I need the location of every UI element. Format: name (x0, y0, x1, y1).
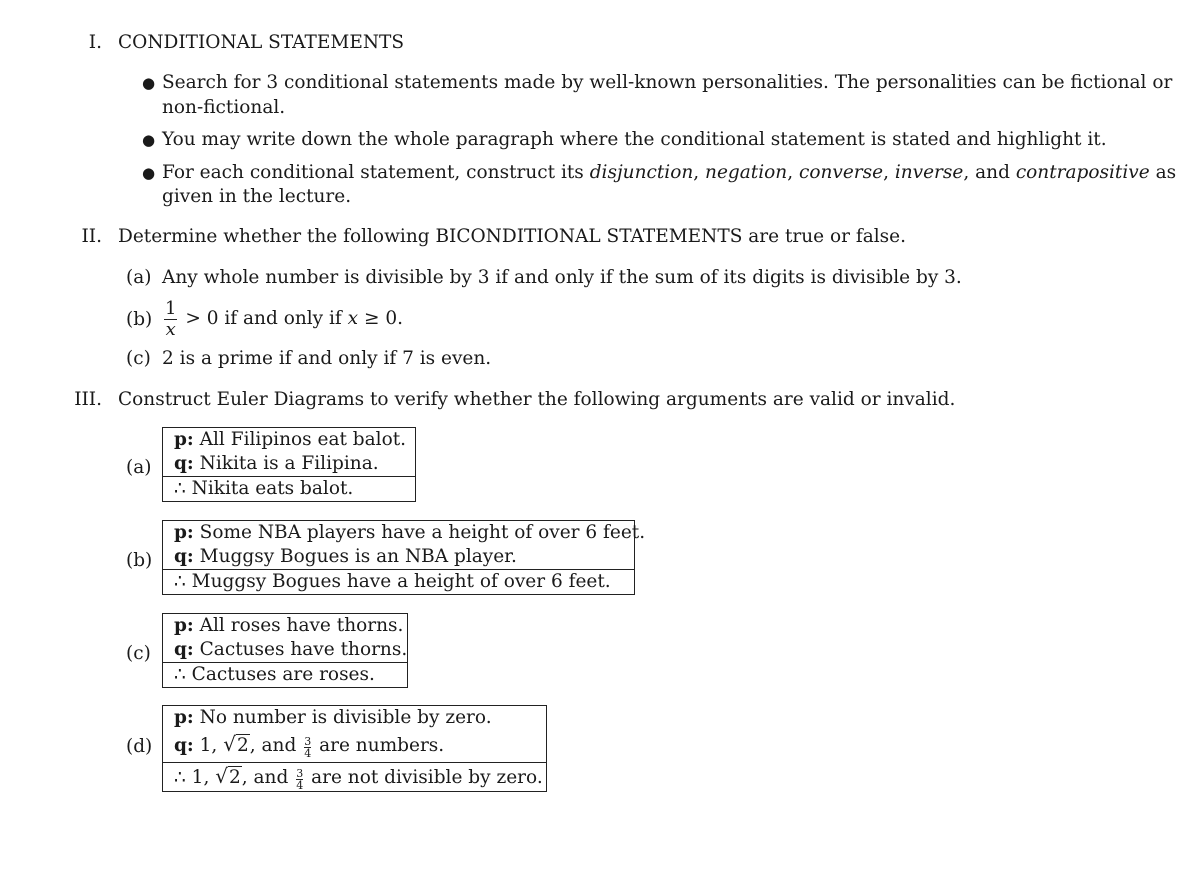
fraction-three-quarters: $\frac{3}{4}$ (304, 735, 312, 760)
item-label: (b) (126, 309, 153, 330)
premises: p: No number is divisible by zero. q: 1, √2, and $\frac{3}{4}$ are numbers. (163, 706, 546, 763)
section-3-numeral: III. (74, 389, 102, 410)
fraction-one-over-x: $\frac{1}{x}$ (165, 297, 177, 340)
section-2-heading: Determine whether the following BICONDITIONAL STATEMENTS are true or false. (118, 226, 906, 247)
section-3-heading: Construct Euler Diagrams to verify whether the following arguments are valid or invalid. (118, 389, 956, 410)
fraction-three-quarters: $\frac{3}{4}$ (296, 767, 304, 792)
therefore-icon: ∴ (174, 571, 186, 592)
argument-box-a (162, 427, 416, 502)
biconditional-a: Any whole number is divisible by 3 if and only if the sum of its digits is divisible by 3. (162, 267, 962, 288)
sqrt-two: √2 (223, 732, 249, 756)
argument-box-b (162, 520, 646, 595)
conclusion: ∴ Cactuses are roses. (174, 664, 375, 685)
argument-label: (d) (126, 736, 153, 757)
biconditional-c: 2 is a prime if and only if 7 is even. (162, 348, 492, 369)
term-inverse: inverse (894, 162, 964, 183)
argument-label: (a) (126, 457, 152, 478)
bullet-1-line-1: Search for 3 conditional statements made by well-known personalities. The personalities can be fictional or (162, 72, 1173, 93)
section-2-numeral: II. (81, 226, 102, 247)
section-1-heading: CONDITIONAL STATEMENTS (118, 32, 405, 53)
conclusion: ∴ Muggsy Bogues have a height of over 6 feet. (174, 571, 611, 592)
term-disjunction: disjunction (589, 162, 694, 183)
argument-label: (b) (126, 550, 153, 571)
argument-box-c (162, 613, 408, 688)
term-converse: converse (798, 162, 884, 183)
bullet-3-line-1: For each conditional statement, construct its disjunction, negation, converse, inverse, and contrapositive as (162, 162, 1177, 183)
premises: p: All Filipinos eat balot. q: Nikita is a Filipina. (163, 428, 415, 477)
bullet-1-line-2: non-fictional. (162, 97, 286, 118)
argument-label: (c) (126, 643, 151, 664)
item-label: (a) (126, 267, 152, 288)
term-contrapositive: contrapositive (1015, 162, 1150, 183)
premises: p: Some NBA players have a height of over 6 feet. q: Muggsy Bogues is an NBA player. (163, 521, 634, 570)
bullet-icon: ● (142, 74, 156, 92)
bullet-icon: ● (142, 164, 156, 182)
therefore-icon: ∴ (174, 767, 186, 788)
therefore-icon: ∴ (174, 664, 186, 685)
bullet-icon: ● (142, 131, 156, 149)
term-negation: negation (705, 162, 788, 183)
item-label: (c) (126, 348, 151, 369)
premises: p: All roses have thorns. q: Cactuses have thorns. (163, 614, 407, 663)
conclusion: ∴ 1, √2, and $\frac{3}{4}$ are not divisible by zero. (174, 764, 543, 792)
therefore-icon: ∴ (174, 478, 186, 499)
biconditional-b: $\frac{1}{x}$ > 0 if and only if x ≥ 0. (165, 297, 404, 340)
bullet-2: You may write down the whole paragraph where the conditional statement is stated and highlight it. (162, 129, 1107, 150)
argument-box-d (162, 705, 547, 792)
section-1-numeral: I. (88, 32, 102, 53)
conclusion: ∴ Nikita eats balot. (174, 478, 354, 499)
bullet-3-line-2: given in the lecture. (162, 186, 352, 207)
sqrt-two: √2 (215, 764, 241, 788)
